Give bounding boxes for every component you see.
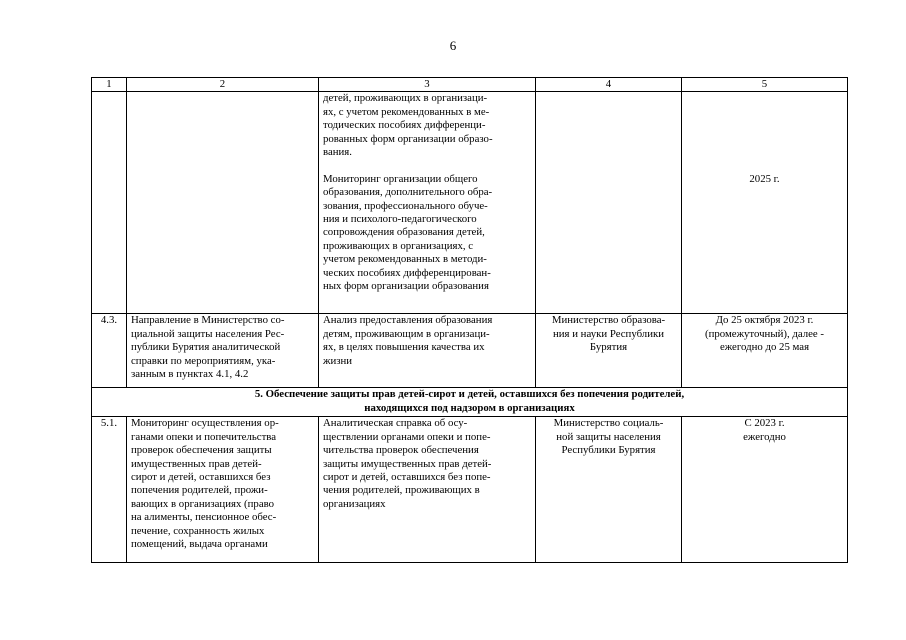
item-number: 4.3.	[92, 314, 127, 388]
column-number-row	[92, 78, 848, 92]
measure-cell	[127, 92, 319, 314]
page-number: 6	[449, 38, 457, 53]
measure-cell: Мониторинг осуществления ор- ганами опеки и попечительства проверок обеспечения защиты имущественных прав детей- сирот и детей, оставшихся без попечения родителей, прожи- вающих в организациях (право на алименты, пенсионное обес- печение, сохранность жилых помещений, выдача органами	[127, 417, 319, 563]
column-number: 5	[682, 78, 848, 92]
table-row	[92, 314, 848, 388]
deadline-cell: 2025 г.	[682, 92, 848, 314]
measures-table	[91, 77, 848, 563]
section-title: 5. Обеспечение защиты прав детей-сирот и детей, оставшихся без попечения родителей, находящихся под надзором в организациях	[92, 388, 848, 417]
measure-cell: Направление в Министерство со- циальной защиты населения Рес- публики Бурятия аналитической справки по мероприятиям, ука- занным в пунктах 4.1, 4.2	[127, 314, 319, 388]
section-header-row	[92, 388, 848, 417]
column-number: 4	[536, 78, 682, 92]
column-number: 1	[92, 78, 127, 92]
item-number	[92, 92, 127, 314]
executor-cell: Министерство образова- ния и науки Республики Бурятия	[536, 314, 682, 388]
column-number: 2	[127, 78, 319, 92]
column-number: 3	[319, 78, 536, 92]
deadline-cell: До 25 октября 2023 г. (промежуточный), далее - ежегодно до 25 мая	[682, 314, 848, 388]
table-row	[92, 92, 848, 314]
table-row	[92, 417, 848, 563]
result-cell: Аналитическая справка об осу- ществлении органами опеки и попе- чительства проверок обеспечения защиты имущественных прав детей- сирот и детей, оставшихся без попе- чения родителей, проживающих в организациях	[319, 417, 536, 563]
executor-cell: Министерство социаль- ной защиты населения Республики Бурятия	[536, 417, 682, 563]
executor-cell	[536, 92, 682, 314]
result-cell: Анализ предоставления образования детям, проживающим в организаци- ях, в целях повышения качества их жизни	[319, 314, 536, 388]
item-number: 5.1.	[92, 417, 127, 563]
deadline-cell: С 2023 г. ежегодно	[682, 417, 848, 563]
result-cell: детей, проживающих в организаци- ях, с учетом рекомендованных в ме- тодических пособиях дифференци- рованных форм организации образо- вания. Мониторинг организации общего образования, дополнительного обра- зования, профессионального обуче- ния и психолого-педагогического сопровождения образования детей, проживающих в организациях, с учетом рекомендованных в методи- ческих пособиях дифференцирован- ных форм организации образования	[319, 92, 536, 314]
